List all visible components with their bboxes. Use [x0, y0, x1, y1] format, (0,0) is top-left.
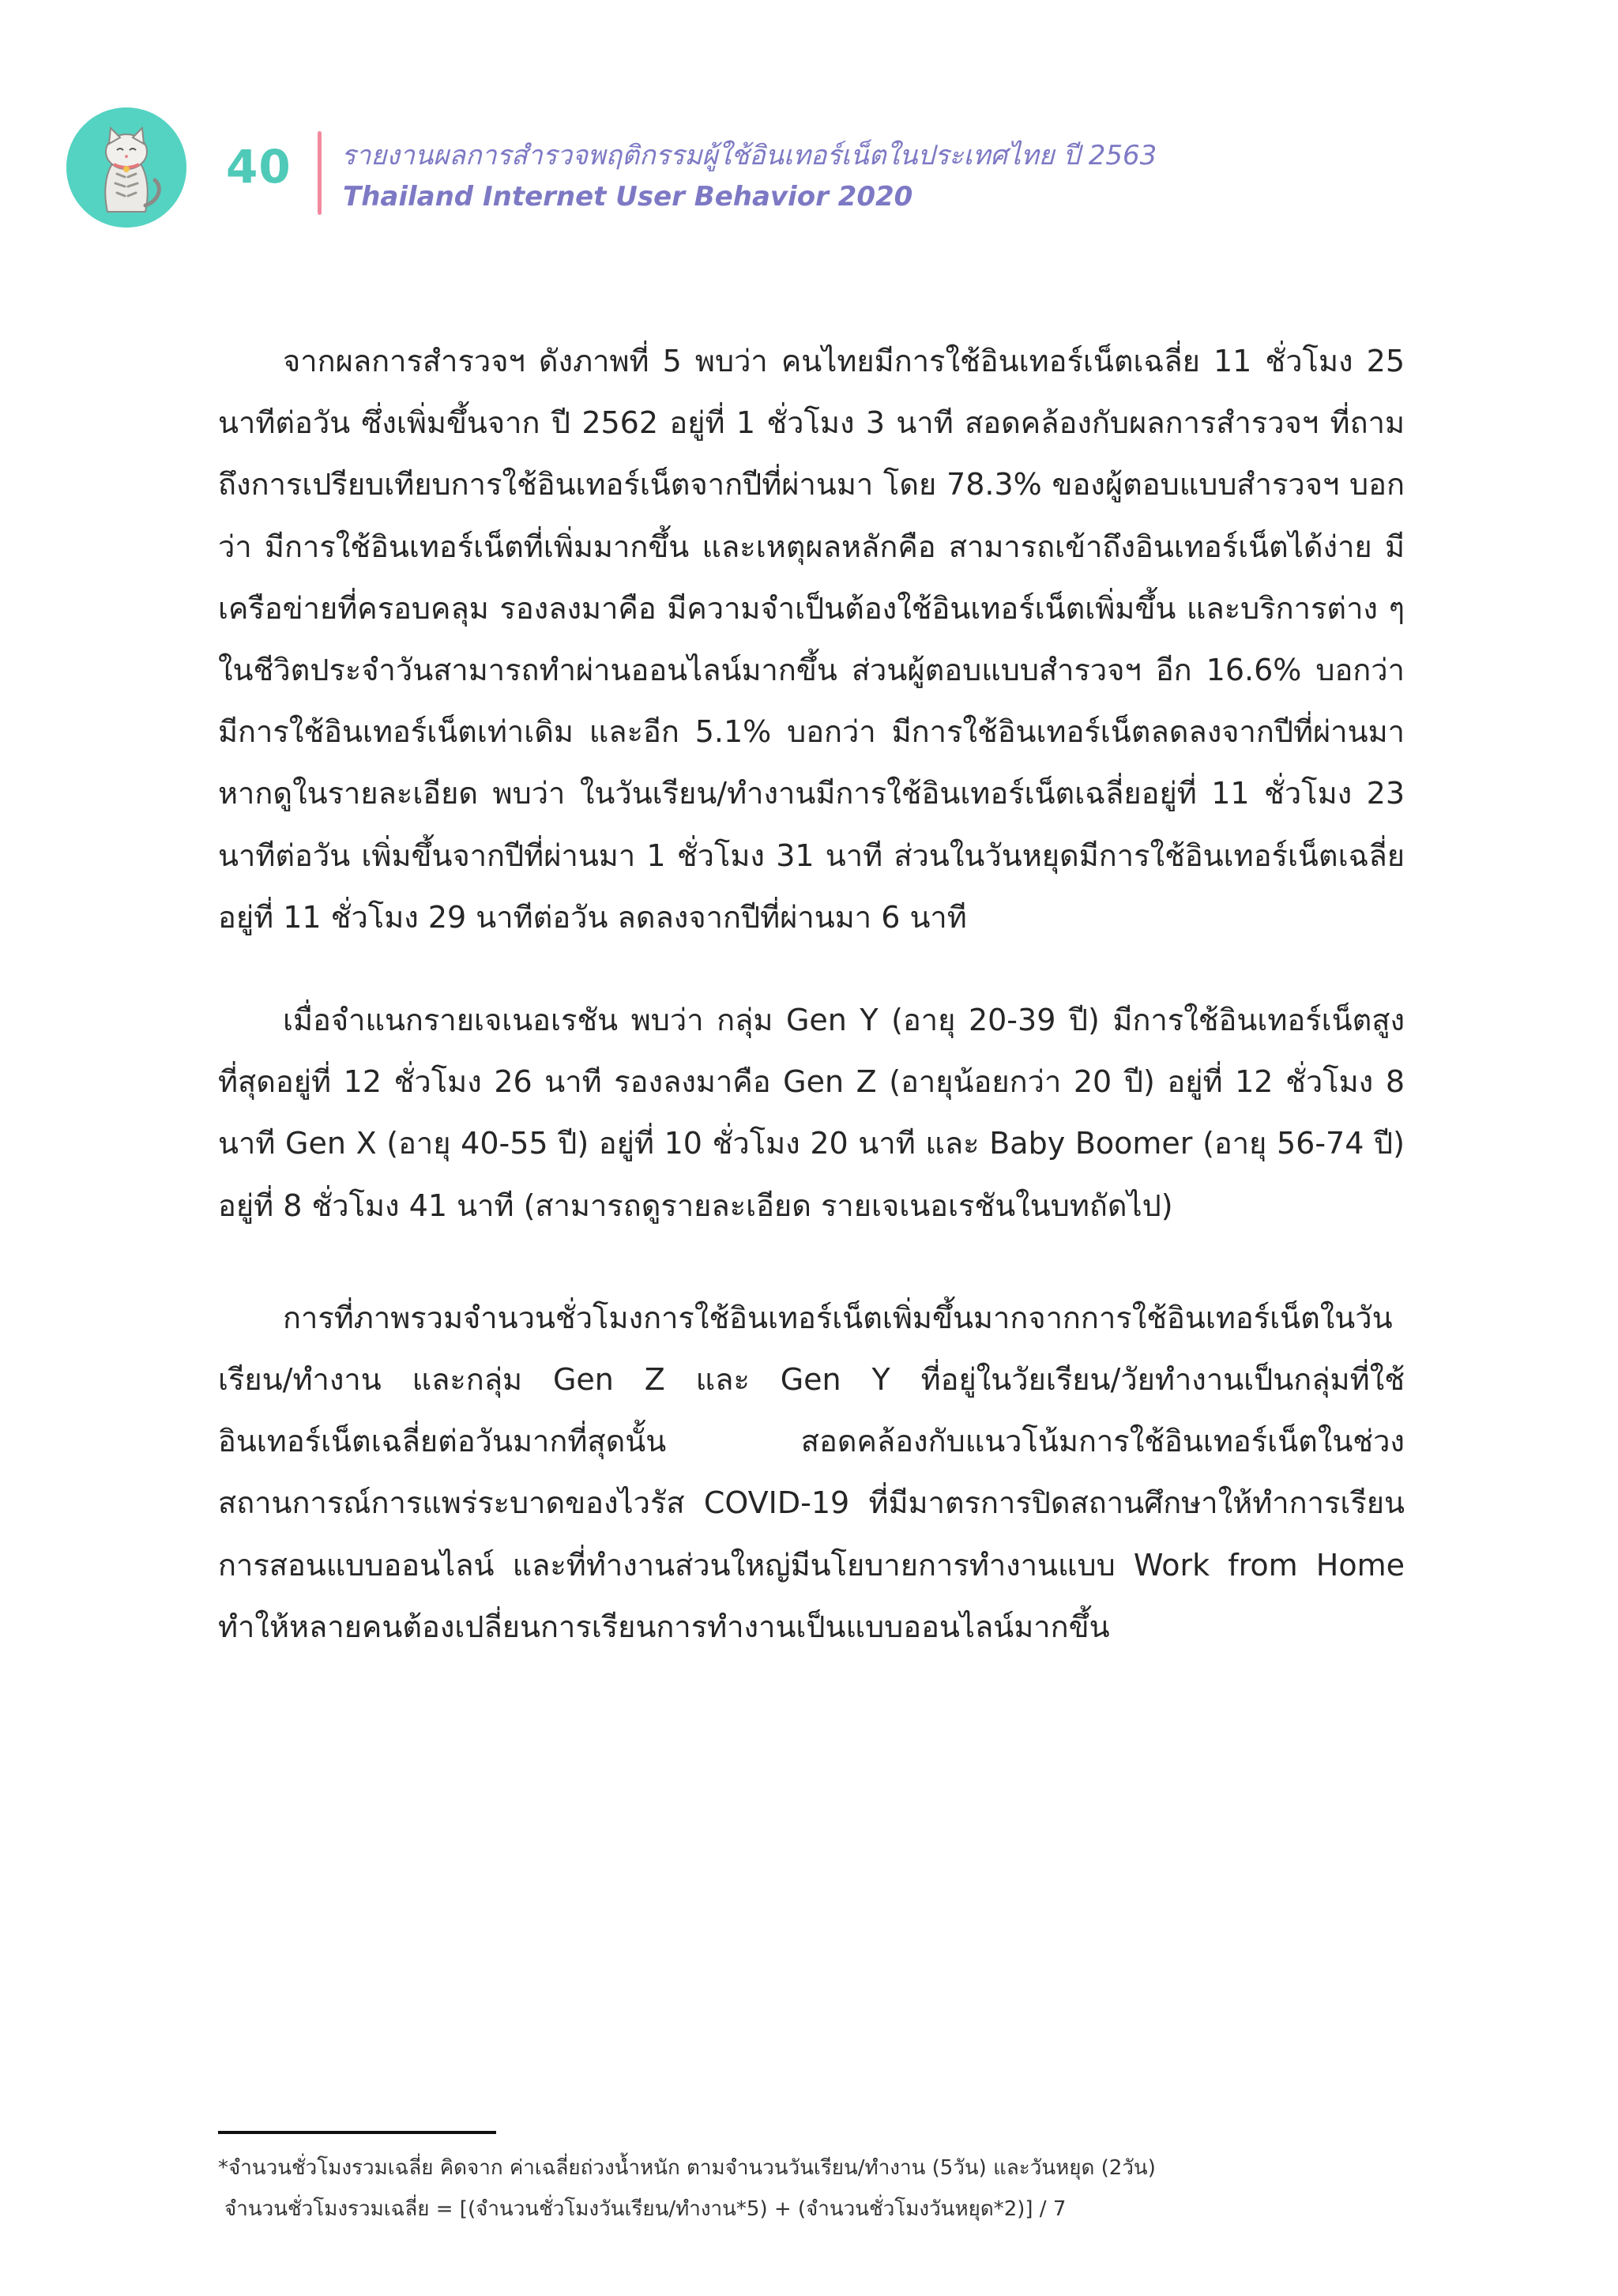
header-divider — [318, 131, 322, 215]
paragraph-generations: เมื่อจำแนกรายเจเนอเรชัน พบว่า กลุ่ม Gen Y (อายุ 20-39 ปี) มีการใช้อินเทอร์เน็ตสูงที่สุดอยู่ที่ 12 ชั่วโมง 26 นาที รองลงมาคือ Gen Z (อายุน้อยกว่า 20 ปี) อยู่ที่ 12 ชั่วโมง 8 นาที Gen X (อายุ 40-55 ปี) อยู่ที่ 10 ชั่วโมง 20 นาที และ Baby Boomer (อายุ 56-74 ปี) อยู่ที่ 8 ชั่วโมง 41 นาที (สามารถดูรายละเอียด รายเจเนอเรชันในบทถัดไป) — [218, 1003, 1405, 1223]
paragraph-covid-context: การที่ภาพรวมจำนวนชั่วโมงการใช้อินเทอร์เน็ตเพิ่มขึ้นมากจากการใช้อินเทอร์เน็ตในวันเรียน/ทำงาน และกลุ่ม Gen Z และ Gen Y ที่อยู่ในวัยเรียน/วัยทำงานเป็นกลุ่มที่ใช้อินเทอร์เน็ตเฉลี่ยต่อวันมากที่สุดนั้น สอดคล้องกับแนวโน้มการใช้อินเทอร์เน็ตในช่วงสถานการณ์การแพร่ระบาดของไวรัส COVID-19 ที่มีมาตรการปิดสถานศึกษาให้ทำการเรียนการสอนแบบออนไลน์ และที่ทำงานส่วนใหญ่มีนโยบายการทำงานแบบ Work from Home ทำให้หลายคนต้องเปลี่ยนการเรียนการทำงานเป็นแบบออนไลน์มากขึ้น — [218, 1300, 1405, 1644]
cat-mascot-icon — [66, 107, 186, 228]
paragraph-internet-usage: จากผลการสำรวจฯ ดังภาพที่ 5 พบว่า คนไทยมีการใช้อินเทอร์เน็ตเฉลี่ย 11 ชั่วโมง 25 นาทีต่อวัน ซึ่งเพิ่มขึ้นจาก ปี 2562 อยู่ที่ 1 ชั่วโมง 3 นาที สอดคล้องกับผลการสำรวจฯ ที่ถามถึงการเปรียบเทียบการใช้อินเทอร์เน็ตจากปีที่ผ่านมา โดย 78.3% ของผู้ตอบแบบสำรวจฯ บอกว่า มีการใช้อินเทอร์เน็ตที่เพิ่มมากขึ้น และเหตุผลหลักคือ สามารถเข้าถึงอินเทอร์เน็ตได้ง่าย มีเครือข่ายที่ครอบคลุม รองลงมาคือ มีความจำเป็นต้องใช้อินเทอร์เน็ตเพิ่มขึ้น และบริการต่าง ๆ ในชีวิตประจำวันสามารถทำผ่านออนไลน์มากขึ้น ส่วนผู้ตอบแบบสำรวจฯ อีก 16.6% บอกว่า มีการใช้อินเทอร์เน็ตเท่าเดิม และอีก 5.1% บอกว่า มีการใช้อินเทอร์เน็ตลดลงจากปีที่ผ่านมา หากดูในรายละเอียด พบว่า ในวันเรียน/ทำงานมีการใช้อินเทอร์เน็ตเฉลี่ยอยู่ที่ 11 ชั่วโมง 23 นาทีต่อวัน เพิ่มขึ้นจากปีที่ผ่านมา 1 ชั่วโมง 31 นาที ส่วนในวันหยุดมีการใช้อินเทอร์เน็ตเฉลี่ยอยู่ที่ 11 ชั่วโมง 29 นาทีต่อวัน ลดลงจากปีที่ผ่านมา 6 นาที — [218, 344, 1405, 935]
header-title-english: Thailand Internet User Behavior 2020 — [343, 181, 913, 213]
footnote-line-2: จำนวนชั่วโมงรวมเฉลี่ย = [(จำนวนชั่วโมงวันเรียน/ทำงาน*5) + (จำนวนชั่วโมงวันหยุด*2)] / 7 — [224, 2197, 1067, 2221]
header-title-thai: รายงานผลการสำรวจพฤติกรรมผู้ใช้อินเทอร์เน็ตในประเทศไทย ปี 2563 — [341, 140, 1157, 171]
page-number: 40 — [226, 140, 292, 194]
footnote-divider — [218, 2131, 496, 2134]
main-content — [218, 330, 1405, 1658]
footnote-line-1: *จำนวนชั่วโมงรวมเฉลี่ย คิดจาก ค่าเฉลี่ยถ่วงน้ำหนัก ตามจำนวนวันเรียน/ทำงาน (5วัน) และวันหยุด (2วัน) — [218, 2156, 1156, 2180]
